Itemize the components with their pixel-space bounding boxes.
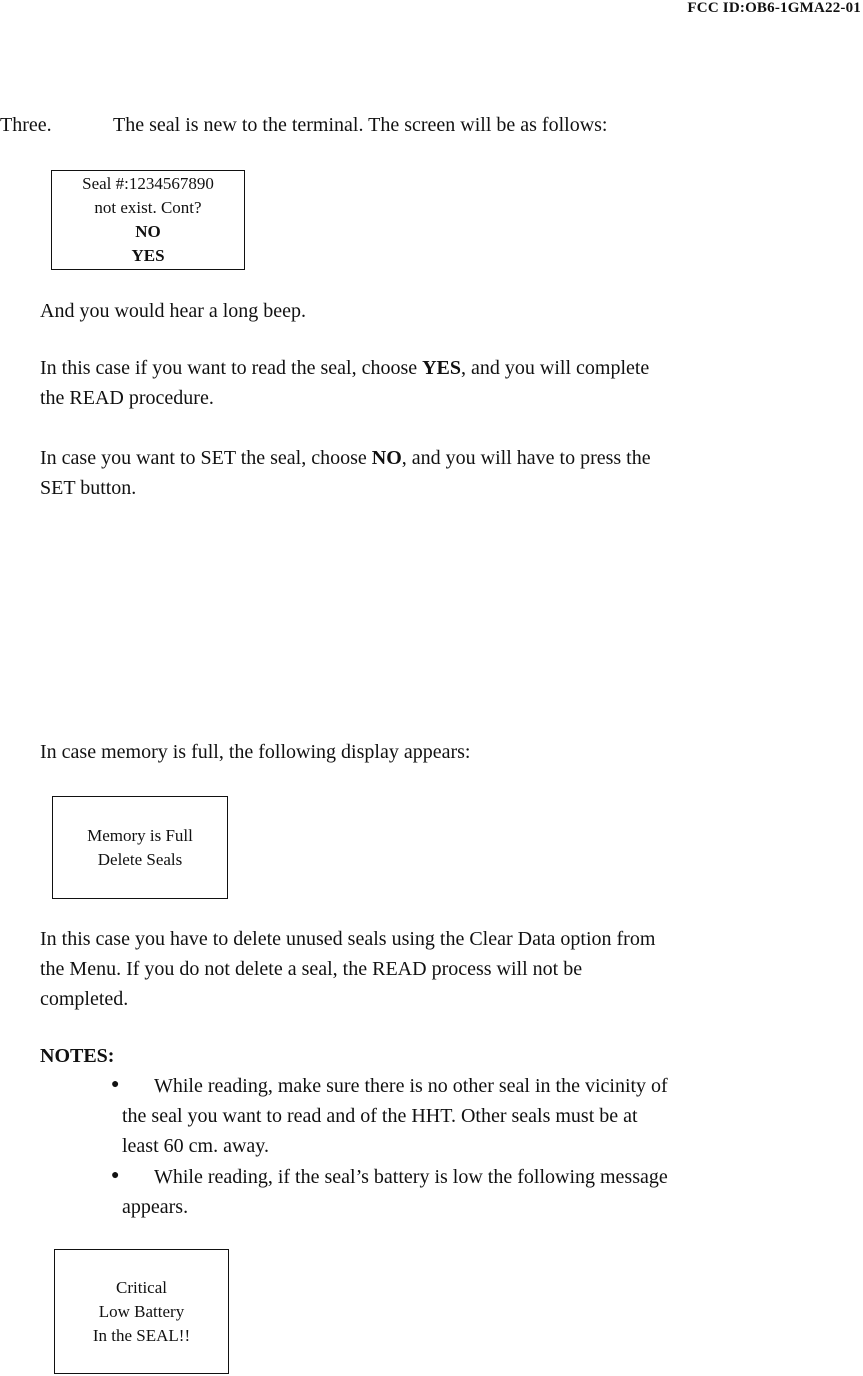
- memory-case-paragraph: [40, 924, 840, 1014]
- set-case-paragraph: [40, 443, 840, 503]
- note-bullet-2: [122, 1162, 822, 1222]
- step-label: Three.: [0, 114, 52, 136]
- read-case-paragraph: [40, 353, 840, 413]
- notes-title: NOTES:: [40, 1045, 115, 1067]
- step-text: The seal is new to the terminal. The screen will be as follows:: [113, 114, 608, 136]
- read-case-line2: the READ procedure.: [40, 387, 214, 409]
- bullet-2-dot: ●: [111, 1168, 120, 1183]
- read-case-text-end: , and you will complete: [461, 357, 650, 379]
- screen-line-in-the-seal: In the SEAL!!: [92, 1325, 191, 1345]
- note-1-line1: While reading, make sure there is no other seal in the vicinity of: [154, 1075, 668, 1097]
- set-case-text: In case you want to SET the seal, choose: [40, 447, 372, 469]
- screen-line-delete-seals: Delete Seals: [97, 849, 183, 869]
- screen-option-yes: YES: [131, 246, 165, 265]
- fcc-id-header: FCC ID:OB6-1GMA22-01: [687, 0, 861, 16]
- note-bullet-1: [122, 1071, 822, 1161]
- bullet-1-dot: ●: [111, 1077, 120, 1092]
- screen-option-no: NO: [135, 222, 161, 241]
- screen-new-seal: [51, 170, 245, 270]
- note-2-line2: appears.: [122, 1196, 189, 1218]
- screen-low-battery: [54, 1249, 229, 1374]
- read-case-text: In this case if you want to read the seal, choose: [40, 357, 423, 379]
- read-case-yes: YES: [422, 357, 462, 379]
- memory-case-line2: the Menu. If you do not delete a seal, the READ process will not be: [40, 958, 583, 980]
- note-2-line1: While reading, if the seal’s battery is low the following message: [154, 1166, 668, 1188]
- set-case-no: NO: [371, 447, 402, 469]
- memory-case-line3: completed.: [40, 988, 129, 1010]
- screen-line-critical: Critical: [116, 1277, 167, 1297]
- screen-memory-full: [52, 796, 228, 899]
- memory-case-line1: In this case you have to delete unused seals using the Clear Data option from: [40, 928, 656, 950]
- screen-line-not-exist: not exist. Cont?: [94, 198, 202, 217]
- screen-line-low-battery: Low Battery: [98, 1301, 185, 1321]
- note-1-line2: the seal you want to read and of the HHT. Other seals must be at: [122, 1105, 638, 1127]
- beep-text: And you would hear a long beep.: [40, 300, 307, 322]
- set-case-text-end: , and you will have to press the: [401, 447, 651, 469]
- note-1-line3: least 60 cm. away.: [122, 1135, 269, 1157]
- set-case-line2: SET button.: [40, 477, 137, 499]
- memory-intro: In case memory is full, the following display appears:: [40, 741, 471, 763]
- screen-line-memory-full: Memory is Full: [87, 825, 193, 845]
- screen-line-seal-number: Seal #:1234567890: [82, 174, 214, 193]
